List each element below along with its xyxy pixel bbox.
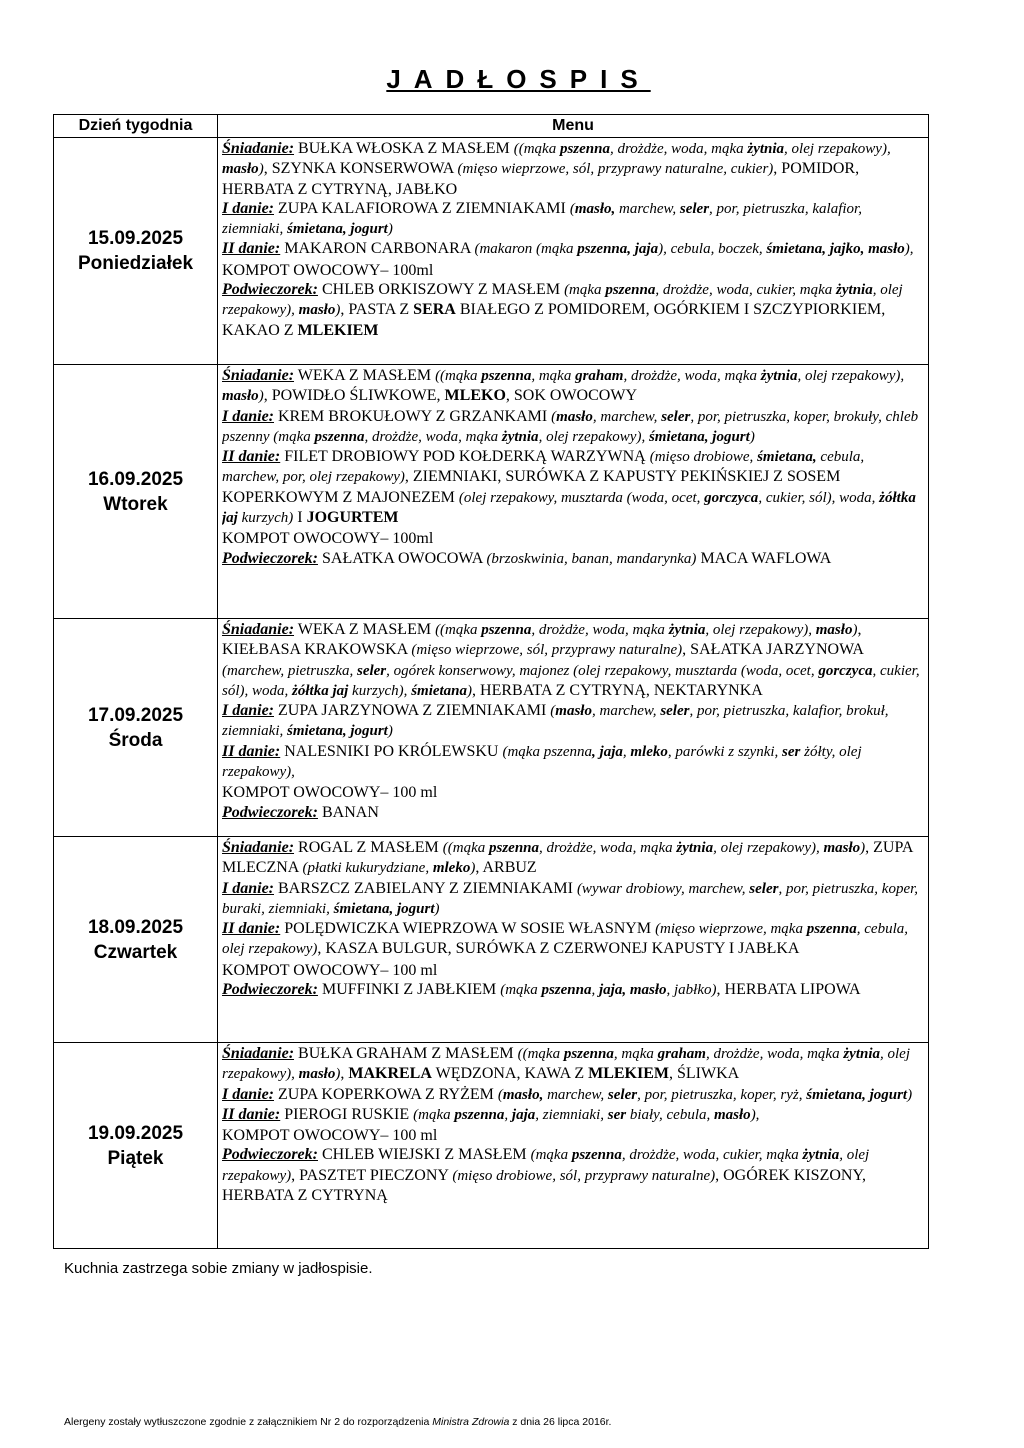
ingredients-text: (marchew, pietruszka, xyxy=(222,662,357,679)
ingredients-text: , olej rzepakowy), xyxy=(705,622,816,638)
allergen-text: pszenna xyxy=(454,1106,505,1123)
ingredients-text: ) xyxy=(860,840,866,856)
allergen-text: żytnia xyxy=(843,1046,881,1062)
ingredients-text: (mąka pszenna xyxy=(502,743,593,760)
ingredients-text: ) xyxy=(434,900,440,917)
ingredients-text: , olej rzepakowy) xyxy=(222,1147,870,1184)
dish-text: , ZIEMNIAKI, SURÓWKA Z KAPUSTY PEKIŃSKIEJ Z SOSEM KOPERKOWYM Z MAJONEZEM xyxy=(222,468,841,506)
day-weekday: Czwartek xyxy=(93,941,178,963)
dish-text: , SOK OWOCOWY xyxy=(505,387,637,405)
drink-line: KOMPOT OWOCOWY– 100 ml xyxy=(222,1127,438,1145)
day-date: 18.09.2025 xyxy=(87,916,184,938)
day-cell xyxy=(54,619,218,837)
ingredients-text: (mięso wieprzowe, sól, przyprawy naturalne) xyxy=(411,642,683,659)
allergen-text: żytnia xyxy=(836,282,873,299)
allergen-text: seler xyxy=(607,1086,638,1103)
meal-first xyxy=(222,407,924,448)
meal-breakfast xyxy=(222,838,924,879)
allergen-text: mleko xyxy=(630,743,668,760)
drink-line: KOMPOT OWOCOWY– 100 ml xyxy=(222,961,438,979)
meal-label-breakfast: Śniadanie: xyxy=(222,1045,295,1062)
meal-label-snack: Podwieczorek: xyxy=(222,803,318,821)
day-cell xyxy=(54,837,218,1043)
dish-text: KREM BROKUŁOWY Z GRZANKAMI xyxy=(278,407,552,425)
allergen-text: pszenna xyxy=(806,921,857,938)
allergen-text: gorczyca xyxy=(704,489,759,506)
allergen-text: pszenna xyxy=(541,982,592,999)
allergen-text: masło xyxy=(823,840,861,856)
dish-text: , SAŁATKA JARZYNOWA xyxy=(682,641,864,659)
ingredients-text: , drożdże, woda, cukier, mąka xyxy=(655,282,837,299)
meal-label-snack: Podwieczorek: xyxy=(222,281,318,299)
allergen-text: jaja, masło xyxy=(599,982,667,999)
menu-cell xyxy=(218,619,929,837)
ingredients-text: marchew, xyxy=(615,200,680,217)
allergen-text: SERA xyxy=(413,301,456,319)
allergen-text: pszenna xyxy=(314,428,365,445)
ingredients-text: ((mąka xyxy=(517,1046,564,1062)
drink-line: KOMPOT OWOCOWY– 100 ml xyxy=(222,784,438,802)
meal-breakfast xyxy=(222,366,924,407)
allergen-text: żytnia xyxy=(676,840,714,856)
ingredients-text: , marchew, xyxy=(592,408,662,425)
allergen-text: masło xyxy=(298,1066,336,1083)
ingredients-text: , marchew, xyxy=(591,703,661,720)
allergen-text: żółtka jaj xyxy=(292,682,349,699)
ingredients-text: ((mąka xyxy=(442,840,489,856)
allergen-text: pszenna xyxy=(481,622,532,638)
ingredients-text: (brzoskwinia, banan, mandarynka) xyxy=(486,550,697,567)
changes-note: Kuchnia zastrzega sobie zmiany w jadłospisie. xyxy=(64,1260,373,1277)
ingredients-text: marchew, xyxy=(543,1086,608,1103)
day-cell xyxy=(54,365,218,619)
dish-text: MAKARON CARBONARA xyxy=(284,240,475,258)
day-date: 15.09.2025 xyxy=(87,228,184,249)
menu-table xyxy=(53,114,929,1249)
table-row xyxy=(54,619,929,837)
allergen-text: seler xyxy=(679,200,710,217)
dish-text: BANAN xyxy=(321,803,379,821)
ingredients-text: ), xyxy=(904,241,914,258)
ingredients-text: , cukier, sól), woda, xyxy=(758,489,880,506)
dish-text: FILET DROBIOWY POD KOŁDERKĄ WARZYWNĄ xyxy=(284,448,650,466)
allergen-text: żytnia xyxy=(760,368,798,384)
allergen-text: MLEKIEM xyxy=(588,1065,669,1083)
allergen-text: pszenna xyxy=(481,368,532,384)
ingredients-text: , drożdże, woda, mąka xyxy=(531,622,669,638)
ingredients-text: , por, pietruszka, kalafior, brokuł, ziemniaki, xyxy=(222,703,889,740)
ingredients-text: ) xyxy=(335,302,341,319)
ingredients-text: ) xyxy=(335,1066,341,1083)
dish-text: , PASZTET PIECZONY xyxy=(291,1166,453,1184)
allergen-text: masło xyxy=(555,703,592,720)
allergen-text: śmietana xyxy=(411,682,468,699)
ingredients-text: cebula, marchew, por, olej rzepakowy) xyxy=(222,449,865,486)
allergen-text: śmietana, jajko, masło xyxy=(766,241,905,258)
allergen-text: śmietana, jogurt xyxy=(806,1086,908,1103)
ingredients-text: ), xyxy=(750,1106,760,1123)
dish-text: CHLEB ORKISZOWY Z MASŁEM xyxy=(321,281,565,299)
allergen-text: masło xyxy=(556,408,593,425)
meal-second xyxy=(222,1105,924,1125)
allergen-text: graham xyxy=(575,368,624,384)
meal-second xyxy=(222,447,924,528)
menu-cell xyxy=(218,837,929,1043)
allergen-text: pszenna xyxy=(563,1046,614,1062)
ingredients-text: , xyxy=(622,743,631,760)
meal-first xyxy=(222,1085,924,1105)
menu-cell xyxy=(218,1043,929,1249)
allergen-text: seler xyxy=(661,408,691,425)
allergen-text: JOGURTEM xyxy=(306,509,399,527)
dish-text: BARSZCZ ZABIELANY Z ZIEMNIAKAMI xyxy=(278,879,577,897)
ingredients-text: ) xyxy=(467,682,473,699)
allergen-text: masło xyxy=(298,302,336,319)
dish-text: , ŚLIWKA xyxy=(668,1065,740,1083)
meal-label-first: I danie: xyxy=(222,407,274,425)
dish-text: , PASTA Z xyxy=(340,301,414,319)
drink-line: KOMPOT OWOCOWY– 100ml xyxy=(222,530,434,548)
ingredients-text: , olej rzepakowy), xyxy=(784,141,891,157)
ingredients-text: kurzych), xyxy=(348,682,412,699)
allergen-text: gorczyca xyxy=(818,662,873,679)
ingredients-text: ( xyxy=(569,200,575,217)
allergen-text: pszenna xyxy=(489,840,540,856)
ingredients-text: , ziemniaki, xyxy=(535,1106,608,1123)
ingredients-text: (mąka xyxy=(564,282,606,299)
dish-text: BIAŁEGO Z POMIDOREM, OGÓRKIEM I SZCZYPIORKIEM, KAKAO Z xyxy=(222,301,886,339)
ingredients-text: , parówki z szynki, xyxy=(667,743,783,760)
ingredients-text: (mięso drobiowe, xyxy=(649,449,758,466)
ingredients-text: , drożdże, woda, mąka xyxy=(610,141,748,157)
day-cell xyxy=(54,1043,218,1249)
dish-text: NALESNIKI PO KRÓLEWSKU xyxy=(284,742,503,760)
ingredients-text: ) xyxy=(470,860,476,877)
day-weekday: Środa xyxy=(108,729,163,751)
ingredients-text: , drożdże, woda, cukier, mąka xyxy=(621,1147,803,1164)
dish-text: PIEROGI RUSKIE xyxy=(284,1105,414,1123)
dish-text: POLĘDWICZKA WIEPRZOWA W SOSIE WŁASNYM xyxy=(284,920,656,938)
allergen-text: żytnia xyxy=(802,1147,840,1164)
ingredients-text: , drożdże, woda, mąka xyxy=(705,1046,844,1062)
ingredients-text: , drożdże, woda, mąka xyxy=(623,368,761,384)
day-cell xyxy=(54,138,218,365)
ingredients-text: , drożdże, woda, mąka xyxy=(364,428,502,445)
dish-text: , POWIDŁO ŚLIWKOWE, xyxy=(263,387,445,405)
day-date: 19.09.2025 xyxy=(87,1122,184,1144)
page-title: JADŁOSPIS xyxy=(386,64,651,94)
meal-breakfast xyxy=(222,1044,924,1085)
allergen-text: seler xyxy=(660,703,690,720)
allergen-text: śmietana, jogurt xyxy=(648,428,750,445)
ingredients-text: ) xyxy=(258,388,264,405)
ingredients-text: (mięso wieprzowe, mąka xyxy=(655,921,807,938)
ingredients-text: ), cebula, boczek, xyxy=(658,241,767,258)
allergen-text: żytnia xyxy=(501,428,539,445)
meal-label-breakfast: Śniadanie: xyxy=(222,367,295,384)
dish-text: WEKA Z MASŁEM xyxy=(297,621,436,638)
ingredients-text: , drożdże, woda, mąka xyxy=(539,840,677,856)
meal-snack xyxy=(222,1145,924,1205)
ingredients-text: (mięso wieprzowe, sól, przyprawy naturalne, cukier) xyxy=(457,161,774,178)
meal-first xyxy=(222,199,924,240)
allergen-text: seler xyxy=(356,662,387,679)
meal-label-breakfast: Śniadanie: xyxy=(222,839,295,856)
day-weekday: Wtorek xyxy=(103,493,168,515)
allergen-text: śmietana, xyxy=(757,449,817,466)
ingredients-text: kurzych) xyxy=(237,510,294,527)
allergen-text: MLEKO xyxy=(444,387,506,405)
ingredients-text: , por, pietruszka, koper, brokuły, chleb pszenny (mąka xyxy=(222,408,919,445)
ingredients-text: (makaron (mąka xyxy=(474,241,578,258)
allergen-text: , jaja xyxy=(592,743,623,760)
ingredients-text: (wywar drobiowy, marchew, xyxy=(576,880,750,897)
meal-label-snack: Podwieczorek: xyxy=(222,549,318,567)
dish-text: , SZYNKA KONSERWOWA xyxy=(263,160,458,178)
ingredients-text: , olej rzepakowy), xyxy=(797,368,905,384)
ingredients-text: , olej rzepakowy), xyxy=(222,1046,911,1083)
allergen-text: śmietana, jogurt xyxy=(287,221,388,238)
allergen-text: masło, xyxy=(502,1086,544,1103)
allergen-text: pszenna, jaja xyxy=(577,241,659,258)
meal-second xyxy=(222,742,924,783)
ingredients-text: ) xyxy=(907,1086,913,1103)
ingredients-text: biały, cebula, xyxy=(626,1106,714,1123)
meal-snack xyxy=(222,280,924,340)
meal-first xyxy=(222,701,924,742)
ingredients-text: ) xyxy=(387,723,393,740)
dish-text: SAŁATKA OWOCOWA xyxy=(321,549,487,567)
drink-line: KOMPOT OWOCOWY– 100ml xyxy=(222,261,434,279)
meal-label-second: II danie: xyxy=(222,448,281,466)
dish-text: , HERBATA Z CYTRYNĄ, NEKTARYNKA xyxy=(472,681,763,699)
column-header-day: Dzień tygodnia xyxy=(54,115,218,138)
ingredients-text: żółty, olej rzepakowy), xyxy=(222,743,862,781)
allergen-text: mleko xyxy=(432,860,471,877)
allergen-text: masło xyxy=(222,161,259,178)
meal-label-snack: Podwieczorek: xyxy=(222,1146,318,1164)
allergen-text: masło xyxy=(222,388,259,405)
allergen-text: pszenna xyxy=(605,282,656,299)
table-row xyxy=(54,1043,929,1249)
meal-label-second: II danie: xyxy=(222,742,281,760)
dish-text: BUŁKA GRAHAM Z MASŁEM xyxy=(298,1045,518,1062)
ingredients-text: , por, pietruszka, koper, buraki, ziemniaki, xyxy=(222,880,919,917)
table-header-row xyxy=(54,115,929,138)
dish-text: , ZUPA MLECZNA xyxy=(222,839,913,877)
meal-second xyxy=(222,239,924,259)
meal-label-second: II danie: xyxy=(222,240,281,258)
allergen-text: masło, xyxy=(574,200,616,217)
dish-text: ZUPA JARZYNOWA Z ZIEMNIAKAMI xyxy=(278,702,551,720)
ingredients-text: , olej rzepakowy), xyxy=(538,428,649,445)
ingredients-text: ( xyxy=(497,1086,503,1103)
dish-text: , POMIDOR, HERBATA Z CYTRYNĄ, JABŁKO xyxy=(222,160,860,198)
dish-text: , KIEŁBASA KRAKOWSKA xyxy=(222,621,862,659)
dish-text: WEKA Z MASŁEM xyxy=(297,367,436,384)
meal-snack xyxy=(222,549,924,569)
ingredients-text: ) xyxy=(749,428,755,445)
ingredients-text: ) xyxy=(258,161,264,178)
dish-text: WĘDZONA, KAWA Z xyxy=(431,1065,589,1083)
allergen-footnote: Alergeny zostały wytłuszczone zgodnie z załącznikiem Nr 2 do rozporządzenia Ministra Zdrowia z dnia 26 lipca 2016r. xyxy=(64,1416,612,1428)
day-weekday: Poniedziałek xyxy=(77,253,194,274)
allergen-text: masło xyxy=(714,1106,751,1123)
ingredients-text: , xyxy=(504,1106,512,1123)
ingredients-text: , por, pietruszka, koper, ryż, xyxy=(637,1086,807,1103)
allergen-text: MAKRELA xyxy=(348,1065,432,1083)
meal-label-snack: Podwieczorek: xyxy=(222,981,318,999)
ingredients-text: , cukier, sól), woda, xyxy=(222,662,920,699)
allergen-text: pszenna xyxy=(571,1147,622,1164)
ingredients-text: (mąka xyxy=(413,1106,455,1123)
ingredients-text: , olej rzepakowy), xyxy=(713,840,824,856)
allergen-text: seler xyxy=(749,880,779,897)
ingredients-text: (olej rzepakowy, musztarda (woda, ocet, xyxy=(458,489,705,506)
ingredients-text: , olej rzepakowy), xyxy=(222,282,903,319)
ingredients-text: ) xyxy=(387,221,393,238)
allergen-text: masło xyxy=(815,622,853,638)
ingredients-text: , mąka xyxy=(613,1046,658,1062)
allergen-text: ser xyxy=(607,1106,627,1123)
ingredients-text: , jabłko) xyxy=(666,982,717,999)
ingredients-text: (mięso drobiowe, sól, przyprawy naturalne) xyxy=(452,1167,716,1184)
allergen-text: żytnia xyxy=(668,622,706,638)
meal-first xyxy=(222,879,924,920)
ingredients-text: ((mąka xyxy=(513,141,560,157)
allergen-text: jaja xyxy=(511,1106,536,1123)
dish-text: , xyxy=(340,1065,349,1083)
dish-text: MUFFINKI Z JABŁKIEM xyxy=(321,981,501,999)
dish-text: , ARBUZ xyxy=(475,859,537,877)
dish-text: ROGAL Z MASŁEM xyxy=(298,839,443,856)
meal-snack xyxy=(222,980,924,1000)
dish-text: I xyxy=(293,509,307,527)
allergen-text: śmietana, jogurt xyxy=(333,900,435,917)
dish-text: MACA WAFLOWA xyxy=(696,549,832,567)
ingredients-text: ((mąka xyxy=(435,622,482,638)
ingredients-text: ( xyxy=(550,703,556,720)
allergen-text: żółtka jaj xyxy=(222,489,916,527)
meal-label-second: II danie: xyxy=(222,1105,281,1123)
meal-breakfast xyxy=(222,139,924,199)
allergen-text: graham xyxy=(657,1046,706,1062)
dish-text: ZUPA KOPERKOWA Z RYŻEM xyxy=(278,1085,498,1103)
allergen-text: MLEKIEM xyxy=(297,321,379,339)
meal-second xyxy=(222,919,924,960)
table-row xyxy=(54,837,929,1043)
menu-cell xyxy=(218,365,929,619)
meal-label-breakfast: Śniadanie: xyxy=(222,140,295,157)
dish-text: BUŁKA WŁOSKA Z MASŁEM xyxy=(298,140,514,157)
meal-snack xyxy=(222,803,924,822)
meal-label-first: I danie: xyxy=(222,702,274,720)
dish-text: ZUPA KALAFIOROWA Z ZIEMNIAKAMI xyxy=(278,199,570,217)
day-weekday: Piątek xyxy=(107,1147,164,1169)
ingredients-text: ((mąka xyxy=(435,368,482,384)
dish-text: , HERBATA LIPOWA xyxy=(716,981,861,999)
allergen-text: żytnia xyxy=(747,141,785,157)
dish-text: , KASZA BULGUR, SURÓWKA Z CZERWONEJ KAPUSTY I JABŁKA xyxy=(317,940,800,958)
ingredients-text: ( xyxy=(551,408,557,425)
ingredients-text: (mąka xyxy=(530,1147,572,1164)
meal-breakfast xyxy=(222,620,924,701)
ingredients-text: , mąka xyxy=(531,368,576,384)
meal-label-first: I danie: xyxy=(222,879,274,897)
day-date: 17.09.2025 xyxy=(87,704,184,726)
ingredients-text: , por, pietruszka, kalafior, ziemniaki, xyxy=(222,200,862,238)
ingredients-text: , ogórek konserwowy, majonez (olej rzepakowy, musztarda (woda, ocet, xyxy=(386,662,819,679)
day-date: 16.09.2025 xyxy=(87,468,184,490)
ingredients-text: (płatki kukurydziane, xyxy=(302,860,433,877)
ingredients-text: (mąka xyxy=(500,982,542,999)
allergen-text: ser xyxy=(782,743,801,760)
meal-label-second: II danie: xyxy=(222,920,281,938)
dish-text: , OGÓREK KISZONY, HERBATA Z CYTRYNĄ xyxy=(222,1166,866,1205)
ingredients-text: , xyxy=(591,982,599,999)
ingredients-text: ) xyxy=(852,622,858,638)
table-row xyxy=(54,138,929,365)
allergen-text: pszenna xyxy=(559,141,610,157)
meal-label-first: I danie: xyxy=(222,199,274,217)
ingredients-text: , cebula, olej rzepakowy) xyxy=(222,921,908,958)
table-row xyxy=(54,365,929,619)
meal-label-breakfast: Śniadanie: xyxy=(222,621,295,638)
allergen-text: śmietana, jogurt xyxy=(287,723,388,740)
menu-cell xyxy=(218,138,929,365)
meal-label-first: I danie: xyxy=(222,1085,274,1103)
dish-text: CHLEB WIEJSKI Z MASŁEM xyxy=(321,1146,531,1164)
column-header-menu: Menu xyxy=(218,115,929,138)
